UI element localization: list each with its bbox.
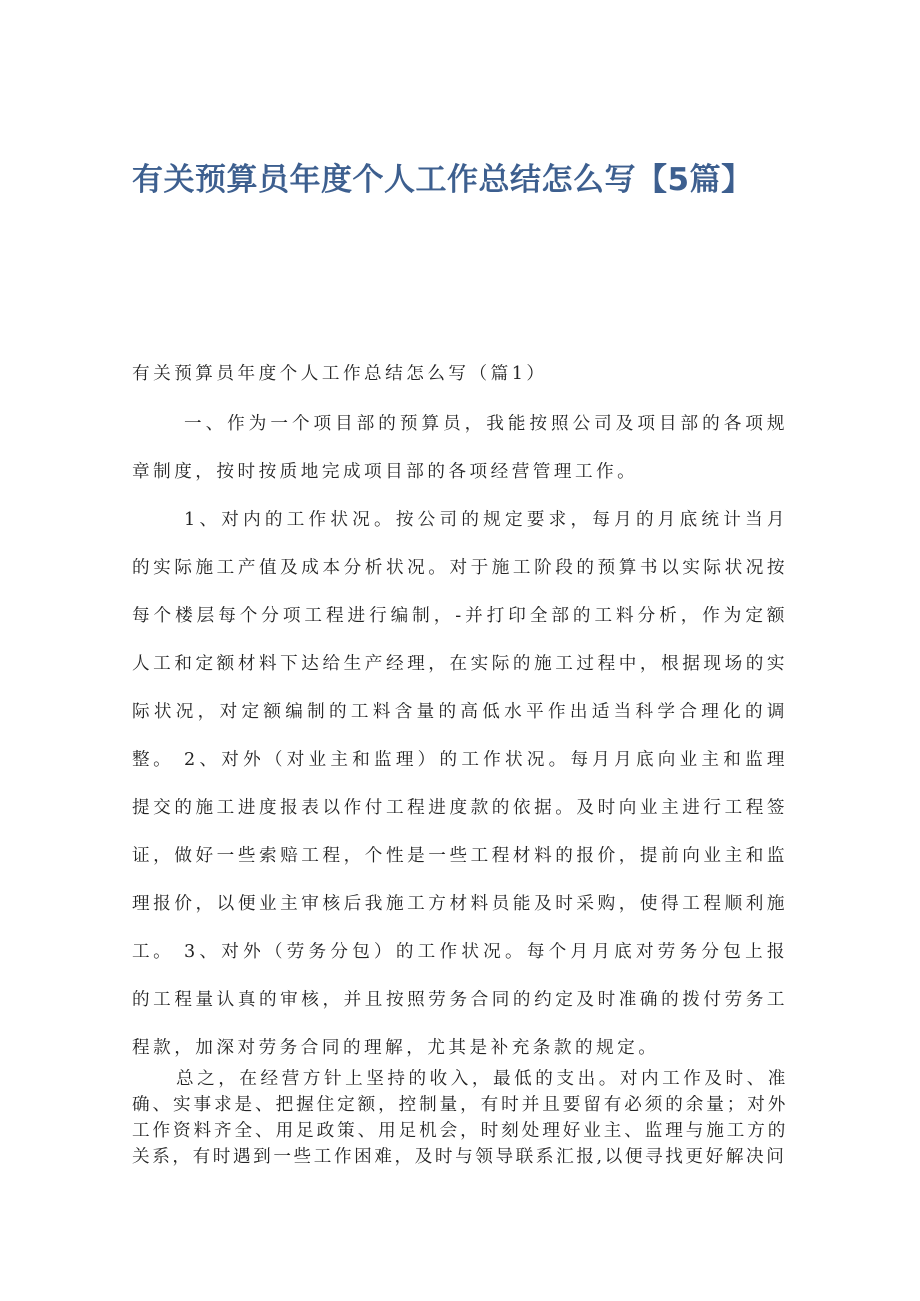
paragraph-1: 一、作为一个项目部的预算员，我能按照公司及项目部的各项规章制度，按时按质地完成项目部的各项经营管理工作。 (132, 414, 788, 482)
paragraph-5: 总之，在经营方针上坚持的收入，最低的支出。对内工作及时、准确、实事求是、把握住定额，控制量，有时并且要留有必须的余量；对外工作资料齐全、用足政策、用足机会，时刻处理好业主、监理与施工方的关系，有时遇到一些工作困难，及时与领导联系汇报,以便寻找更好解决问 (132, 1069, 788, 1167)
paragraph-3: 2、对外（对业主和监理）的工作状况。每月月底向业主和监理提交的施工进度报表以作付工程进度款的依据。及时向业主进行工程签证，做好一些索赔工程，个性是一些工程材料的报价，提前向业主和监理报价，以便业主审核后我施工方材料员能及时采购，使得工程顺利施工。 (132, 750, 788, 962)
paragraph-4: 3、对外（劳务分包）的工作状况。每个月月底对劳务分包上报的工程量认真的审核，并且按照劳务合同的约定及时准确的拨付劳务工程款，加深对劳务合同的理解，尤其是补充条款的规定。 (132, 942, 788, 1058)
section-heading: 有关预算员年度个人工作总结怎么写（篇1） (132, 364, 548, 384)
paragraph-2: 1、对内的工作状况。按公司的规定要求，每月的月底统计当月的实际施工产值及成本分析状况。对于施工阶段的预算书以实际状况按每个楼层每个分项工程进行编制，-并打印全部的工料分析，作为定额人工和定额材料下达给生产经理，在实际的施工过程中，根据现场的实际状况，对定额编制的工料含量的高低水平作出适当科学合理化的调整。 (132, 510, 788, 770)
document-title: 有关预算员年度个人工作总结怎么写【5篇】 (132, 162, 753, 198)
